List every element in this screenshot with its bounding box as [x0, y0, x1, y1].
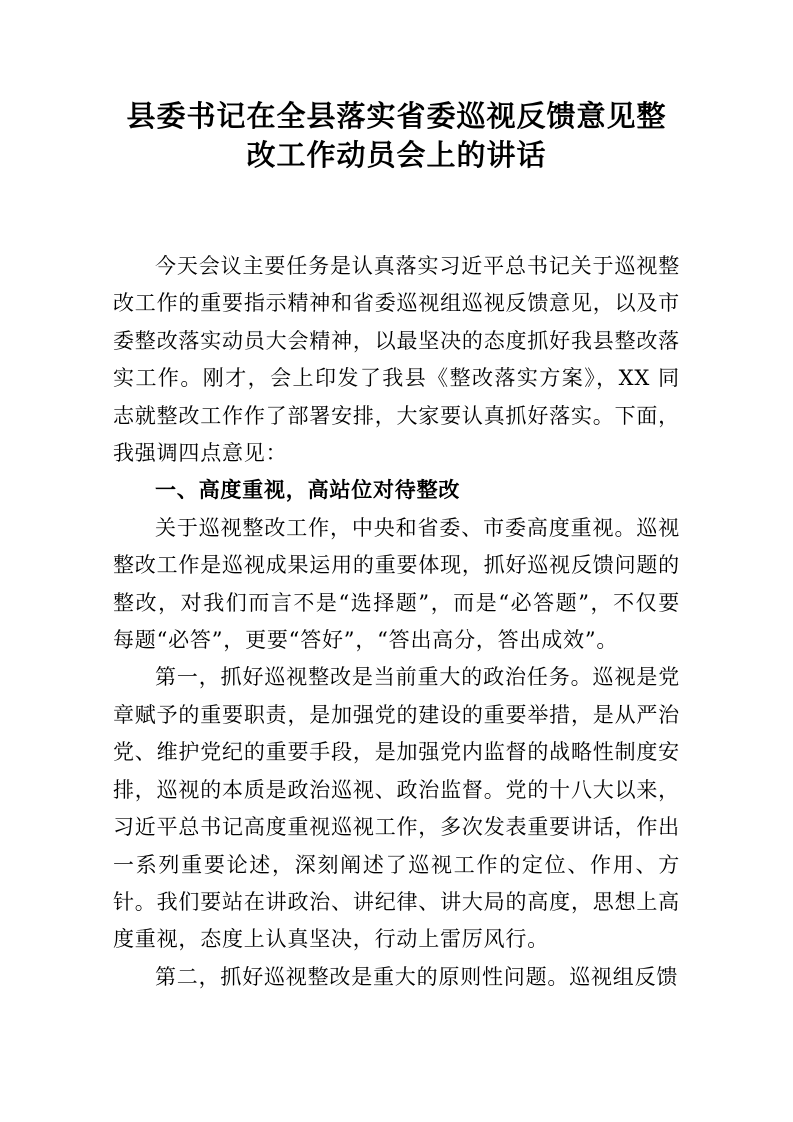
- section-heading: 一、高度重视，高站位对待整改: [155, 479, 461, 503]
- body-paragraph: 今天会议主要任务是认真落实习近平总书记关于巡视整改工作的重要指示精神和省委巡视组巡视反馈意见，以及市委整改落实动员大会精神，以最坚决的态度抓好我县整改落实工作。刚才，会上印发了我县《整改落实方案》，XX 同志就整改工作作了部署安排，大家要认真抓好落实。下面，我强调四点意见：: [113, 254, 680, 466]
- document-title: 县委书记在全县落实省委巡视反馈意见整改工作动员会上的讲话: [126, 101, 667, 172]
- body-paragraph: 关于巡视整改工作，中央和省委、市委高度重视。巡视整改工作是巡视成果运用的重要体现，抓好巡视反馈问题的整改，对我们而言不是“选择题”，而是“必答题”，不仅要每题“必答”，更要“答好”，“答出高分，答出成效”。: [113, 515, 680, 653]
- body-paragraph: 第二，抓好巡视整改是重大的原则性问题。巡视组反馈: [155, 964, 679, 989]
- body-paragraph: 第一，抓好巡视整改是当前重大的政治任务。巡视是党章赋予的重要职责，是加强党的建设的重要举措，是从严治党、维护党纪的重要手段，是加强党内监督的战略性制度安排，巡视的本质是政治巡视、政治监督。党的十八大以来，习近平总书记高度重视巡视工作，多次发表重要讲话，作出一系列重要论述，深刻阐述了巡视工作的定位、作用、方针。我们要站在讲政治、讲纪律、讲大局的高度，思想上高度重视，态度上认真坚决，行动上雷厉风行。: [113, 665, 680, 952]
- document-body: [113, 248, 680, 996]
